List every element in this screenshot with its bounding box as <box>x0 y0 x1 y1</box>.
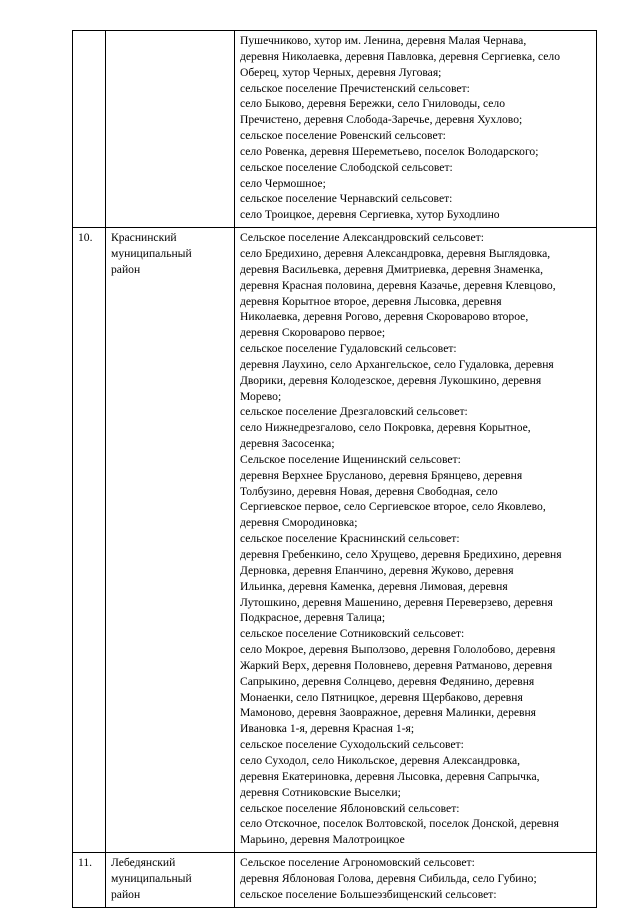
settlements-list-line: сельское поселение Чернавский сельсовет: <box>240 192 453 206</box>
settlements-list-line: деревня Екатериновка, деревня Лысовка, деревня Сапрычка, <box>240 769 540 783</box>
settlements-list-line: село Суходол, село Никольское, деревня Александровка, <box>240 753 521 767</box>
settlements-list-line: Лутошкино, деревня Машенино, деревня Переверзево, деревня <box>240 595 553 609</box>
settlements-table-body <box>73 31 597 908</box>
settlements-list-line: сельское поселение Большеэзбищенский сельсовет: <box>240 887 497 901</box>
settlements-list-line: Сельское поселение Александровский сельсовет: <box>240 231 484 245</box>
table-row <box>73 31 597 228</box>
settlements-list-line: деревня Лаухино, село Архангельское, село Гудаловка, деревня <box>240 357 554 371</box>
settlements-list-line: Ивановка 1-я, деревня Красная 1-я; <box>240 722 415 736</box>
settlements-list-line: сельское поселение Дрезгаловский сельсовет: <box>240 405 468 419</box>
settlements-list-line: Сергиевское первое, село Сергиевское второе, село Яковлево, <box>240 500 546 514</box>
settlements-list-line: Пушечниково, хутор им. Ленина, деревня Малая Чернава, <box>240 34 527 47</box>
settlements-list-line: сельское поселение Сотниковский сельсовет: <box>240 627 465 641</box>
region-name-line: район <box>111 262 141 276</box>
table-row <box>73 228 597 853</box>
settlements-list-line: Ильинка, деревня Каменка, деревня Лимовая, деревня <box>240 579 508 593</box>
settlements-list-line: деревня Николаевка, деревня Павловка, деревня Сергиевка, село <box>240 49 561 63</box>
settlements-list-line: деревня Смородиновка; <box>240 516 358 530</box>
settlements-list-line: сельское поселение Слободской сельсовет: <box>240 160 453 174</box>
settlements-list-cell <box>235 31 597 228</box>
settlements-table <box>72 30 597 908</box>
settlements-list-cell <box>235 853 597 908</box>
settlements-list-line: Оберец, хутор Черных, деревня Луговая; <box>240 65 442 79</box>
settlements-list-line: сельское поселение Ровенский сельсовет: <box>240 129 446 143</box>
settlements-list-line: сельское поселение Суходольский сельсовет: <box>240 738 464 752</box>
settlements-list-line: деревня Яблоновая Голова, деревня Сибильда, село Губино; <box>240 871 537 885</box>
settlements-list-line: Жаркий Верх, деревня Половнево, деревня Ратманово, деревня <box>240 658 553 672</box>
settlements-list-line: сельское поселение Пречистенский сельсовет: <box>240 81 470 95</box>
settlements-list-line: Сельское поселение Ищенинский сельсовет: <box>240 452 461 466</box>
settlements-list-line: сельское поселение Краснинский сельсовет: <box>240 532 460 546</box>
settlements-list-line: Подкрасное, деревня Талица; <box>240 611 386 625</box>
settlements-list-line: Мамоново, деревня Заовражное, деревня Малинки, деревня <box>240 706 537 720</box>
settlements-list-line: село Бредихино, деревня Александровка, деревня Выглядовка, <box>240 246 551 260</box>
row-number <box>73 31 106 228</box>
region-name-line: муниципальный <box>111 246 192 260</box>
settlements-list-line: деревня Скороварово первое; <box>240 326 386 340</box>
settlements-list-cell <box>235 228 597 853</box>
settlements-list-line: село Троицкое, деревня Сергиевка, хутор Буходлино <box>240 208 500 222</box>
settlements-list-line: Морево; <box>240 389 282 403</box>
settlements-list-line: село Чермошное; <box>240 176 326 190</box>
settlements-list-line: деревня Васильевка, деревня Дмитриевка, деревня Знаменка, <box>240 262 544 276</box>
region-name-cell <box>106 228 235 853</box>
region-name-line: район <box>111 887 141 901</box>
settlements-list-line: Дворики, деревня Колодезское, деревня Лукошкино, деревня <box>240 373 542 387</box>
region-name-line: муниципальный <box>111 871 192 885</box>
settlements-list-line: Сапрыкино, деревня Солнцево, деревня Федянино, деревня <box>240 674 535 688</box>
settlements-list-line: сельское поселение Гудаловский сельсовет: <box>240 342 457 356</box>
settlements-list-line: село Ровенка, деревня Шереметьево, поселок Володарского; <box>240 144 539 158</box>
settlements-list-line: Толбузино, деревня Новая, деревня Свободная, село <box>240 484 498 498</box>
settlements-list-line: Пречистено, деревня Слобода-Заречье, деревня Хухлово; <box>240 113 523 127</box>
region-name-line: Лебедянский <box>111 856 176 870</box>
settlements-list-line: деревня Красная половина, деревня Казачье, деревня Клевцово, <box>240 278 556 292</box>
settlements-list-line: Марьино, деревня Малотроицкое <box>240 833 405 847</box>
settlements-list-line: село Мокрое, деревня Выползово, деревня Гололобово, деревня <box>240 643 556 657</box>
region-name-cell <box>106 31 235 228</box>
settlements-list-line: село Отскочное, поселок Волтовской, поселок Донской, деревня <box>240 817 559 831</box>
table-row <box>73 853 597 908</box>
settlements-list-line: деревня Засосенка; <box>240 437 335 451</box>
row-number: 11. <box>73 853 106 908</box>
settlements-list-line: сельское поселение Яблоновский сельсовет: <box>240 801 460 815</box>
settlements-list-line: село Нижнедрезгалово, село Покровка, деревня Корытное, <box>240 421 531 435</box>
settlements-list-line: село Быково, деревня Бережки, село Гниловоды, село <box>240 97 506 111</box>
settlements-list-line: Николаевка, деревня Рогово, деревня Скороварово второе, <box>240 310 529 324</box>
settlements-list-line: деревня Гребенкино, село Хрущево, деревня Бредихино, деревня <box>240 548 562 561</box>
settlements-list-line: Монаенки, село Пятницкое, деревня Щербаково, деревня <box>240 690 523 704</box>
region-name-cell <box>106 853 235 908</box>
settlements-list-line: Дерновка, деревня Епанчино, деревня Жуково, деревня <box>240 563 514 577</box>
settlements-list-line: Сельское поселение Агрономовский сельсовет: <box>240 856 475 870</box>
row-number: 10. <box>73 228 106 853</box>
region-name-line: Краснинский <box>111 231 177 245</box>
settlements-list-line: деревня Верхнее Брусланово, деревня Брянцево, деревня <box>240 468 523 482</box>
settlements-list-line: деревня Корытное второе, деревня Лысовка, деревня <box>240 294 502 308</box>
settlements-list-line: деревня Сотниковские Выселки; <box>240 785 401 799</box>
